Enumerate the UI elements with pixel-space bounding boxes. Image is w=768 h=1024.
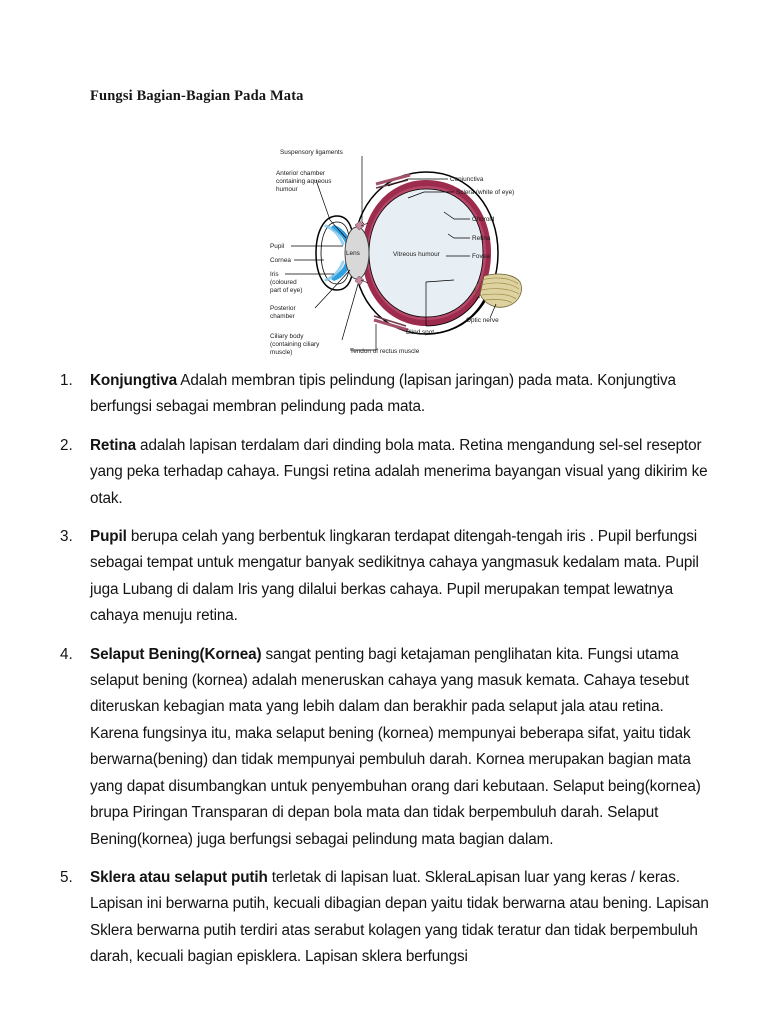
label-iris-line2: (coloured [270,279,297,286]
label-iris-line1: Iris [270,271,279,278]
label-ciliary-body-line3: muscle) [270,349,293,356]
list-term: Selaput Bening(Kornea) [90,645,262,663]
eye-anatomy-diagram [258,142,534,364]
label-choroid: Choroid [472,216,495,223]
list-text [90,368,710,421]
label-pupil: Pupil [270,243,285,250]
list-term: Pupil [90,528,127,546]
label-posterior-chamber-line2: chamber [270,313,295,320]
label-tendon-rectus-muscle: Tendon of rectus muscle [350,348,420,355]
list-item [60,642,710,853]
list-number: 2. [60,436,73,454]
list-description: terletak di lapisan luat. SkleraLapisan luar yang keras / keras. Lapisan ini berwarna putih, kecuali dibagian depan yaitu tidak berwarna atau bening. Lapisan Sklera berwarna putih terdiri atas serabut kolagen yang tidak teratur dan tidak berpembuluh darah, kecuali bagian episklera. Lapisan sklera berfungsi [90,868,709,966]
label-optic-nerve: Optic nerve [466,317,499,324]
label-ciliary-body-line2: (containing ciliary [270,341,320,348]
numbered-list [60,368,710,983]
list-number: 4. [60,645,73,663]
label-vitreous-humour: Vitreous humour [393,251,440,258]
label-blind-spot: Blind spot [406,329,435,336]
list-text [90,865,710,971]
list-text [90,433,710,512]
label-fovea: Fovea [472,253,490,260]
label-retina: Retina [472,235,491,242]
list-item [60,368,710,421]
list-text [90,524,710,630]
label-sclera: Sclera (white of eye) [456,189,515,196]
list-item [60,865,710,971]
list-item [60,524,710,630]
label-anterior-chamber-line3: humour [276,186,298,193]
list-description: Adalah membran tipis pelindung (lapisan jaringan) pada mata. Konjungtiva berfungsi sebagai membran pelindung pada mata. [90,372,676,416]
list-description: adalah lapisan terdalam dari dinding bola mata. Retina mengandung sel-sel reseptor yang peka terhadap cahaya. Fungsi retina adalah menerima bayangan visual yang dikirim ke otak. [90,436,708,507]
list-description: berupa celah yang berbentuk lingkaran terdapat ditengah-tengah iris . Pupil berfungsi sebagai tempat untuk mengatur banyak sedikitnya cahaya yangmasuk kedalam mata. Pupil juga Lubang di dalam Iris yang dilalui berkas cahaya. Pupil merupakan tempat lewatnya cahaya menuju retina. [90,528,699,625]
list-term: Konjungtiva [90,372,178,389]
list-number: 3. [60,528,73,546]
list-term: Sklera atau selaput putih [90,868,268,886]
label-cornea: Cornea [270,257,291,264]
list-text [90,642,710,853]
label-anterior-chamber-line1: Anterior chamber [276,170,326,177]
page-title: Fungsi Bagian-Bagian Pada Mata [90,88,304,104]
label-suspensory-ligaments: Suspensory ligaments [280,149,343,156]
list-number: 1. [60,372,73,389]
list-number: 5. [60,868,73,886]
label-ciliary-body-line1: Ciliary body [270,333,304,340]
list-term: Retina [90,436,137,454]
list-description: sangat penting bagi ketajaman penglihatan kita. Fungsi utama selaput bening (kornea) adalah meneruskan cahaya yang masuk kemata. Cahaya tesebut diteruskan kebagian mata yang lebih dalam dan berakhir pada selaput jala atau retina. Karena fungsinya itu, maka selaput bening (kornea) mempunyai beberapa sifat, yaitu tidak berwarna(bening) dan tidak mempunyai pembuluh darah. Kornea merupakan bagian mata yang dapat disumbangkan untuk penyembuhan orang dari kebutaan. Selaput being(kornea) brupa Piringan Transparan di depan bola mata dan tidak berpembuluh darah. Selaput Bening(kornea) juga berfungsi sebagai pelindung mata bagian dalam. [90,645,701,848]
label-iris-line3: part of eye) [270,287,303,294]
label-anterior-chamber-line2: containing aqueous [276,178,332,185]
list-item [60,433,710,512]
label-lens: Lens [346,250,360,257]
label-posterior-chamber-line1: Posterior [270,305,296,312]
label-conjunctiva: Conjunctiva [450,176,484,183]
